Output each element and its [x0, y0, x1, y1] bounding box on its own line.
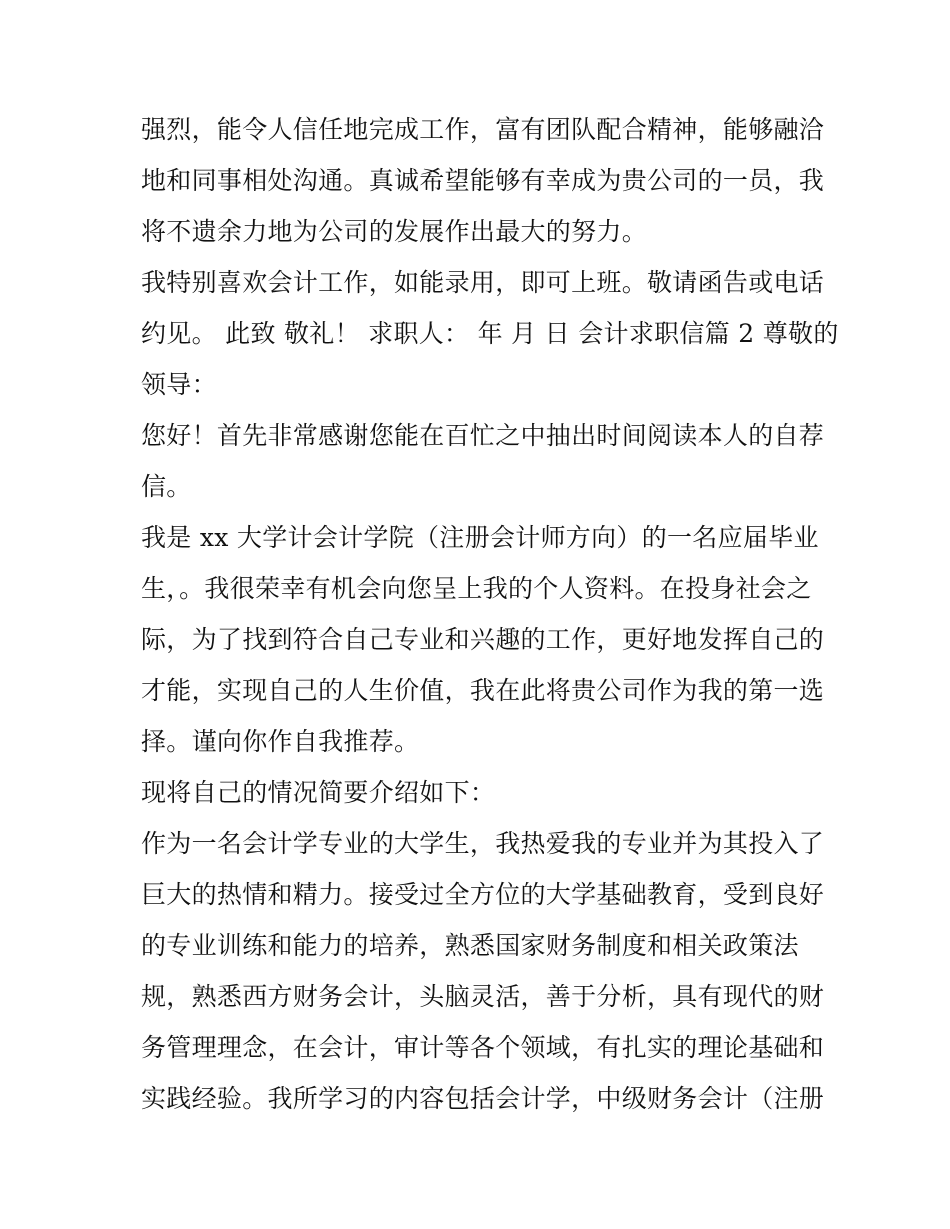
letter-body: [141, 110, 839, 1130]
text-line: 规，熟悉西方财务会计，头脑灵活，善于分析，具有现代的财: [141, 982, 825, 1011]
text-line: 生，。我很荣幸有机会向您呈上我的个人资料。在投身社会之: [141, 574, 812, 603]
text-line: 才能，实现自己的人生价值，我在此将贵公司作为我的第一选: [141, 676, 825, 705]
text-line: 地和同事相处沟通。真诚希望能够有幸成为贵公司的一员，我: [141, 166, 825, 195]
text-line: 的专业训练和能力的培养，熟悉国家财务制度和相关政策法: [141, 931, 799, 960]
text-line: 强烈，能令人信任地完成工作，富有团队配合精神，能够融洽: [141, 115, 825, 144]
text-line: 将不遗余力地为公司的发展作出最大的努力。: [141, 217, 648, 246]
text-line: 约见。 此致 敬礼！ 求职人： 年 月 日 会计求职信篇 2 尊敬的: [141, 319, 839, 348]
text-line: 务管理理念，在会计，审计等各个领域，有扎实的理论基础和: [141, 1033, 825, 1062]
text-line: 实践经验。我所学习的内容包括会计学，中级财务会计（注册: [141, 1084, 825, 1113]
text-line: 我特别喜欢会计工作，如能录用，即可上班。敬请函告或电话: [141, 268, 825, 297]
text-line: 领导：: [141, 370, 217, 399]
text-line: 您好！首先非常感谢您能在百忙之中抽出时间阅读本人的自荐: [141, 421, 825, 450]
text-line: 我是 xx 大学计会计学院（注册会计师方向）的一名应届毕业: [141, 523, 819, 552]
text-line: 作为一名会计学专业的大学生，我热爱我的专业并为其投入了: [141, 829, 825, 858]
text-line: 际，为了找到符合自己专业和兴趣的工作，更好地发挥自己的: [141, 625, 825, 654]
text-line: 择。谨向你作自我推荐。: [141, 727, 420, 756]
text-line: 信。: [141, 472, 192, 501]
text-line: 现将自己的情况简要介绍如下：: [141, 778, 496, 807]
text-line: 巨大的热情和精力。接受过全方位的大学基础教育，受到良好: [141, 880, 825, 909]
